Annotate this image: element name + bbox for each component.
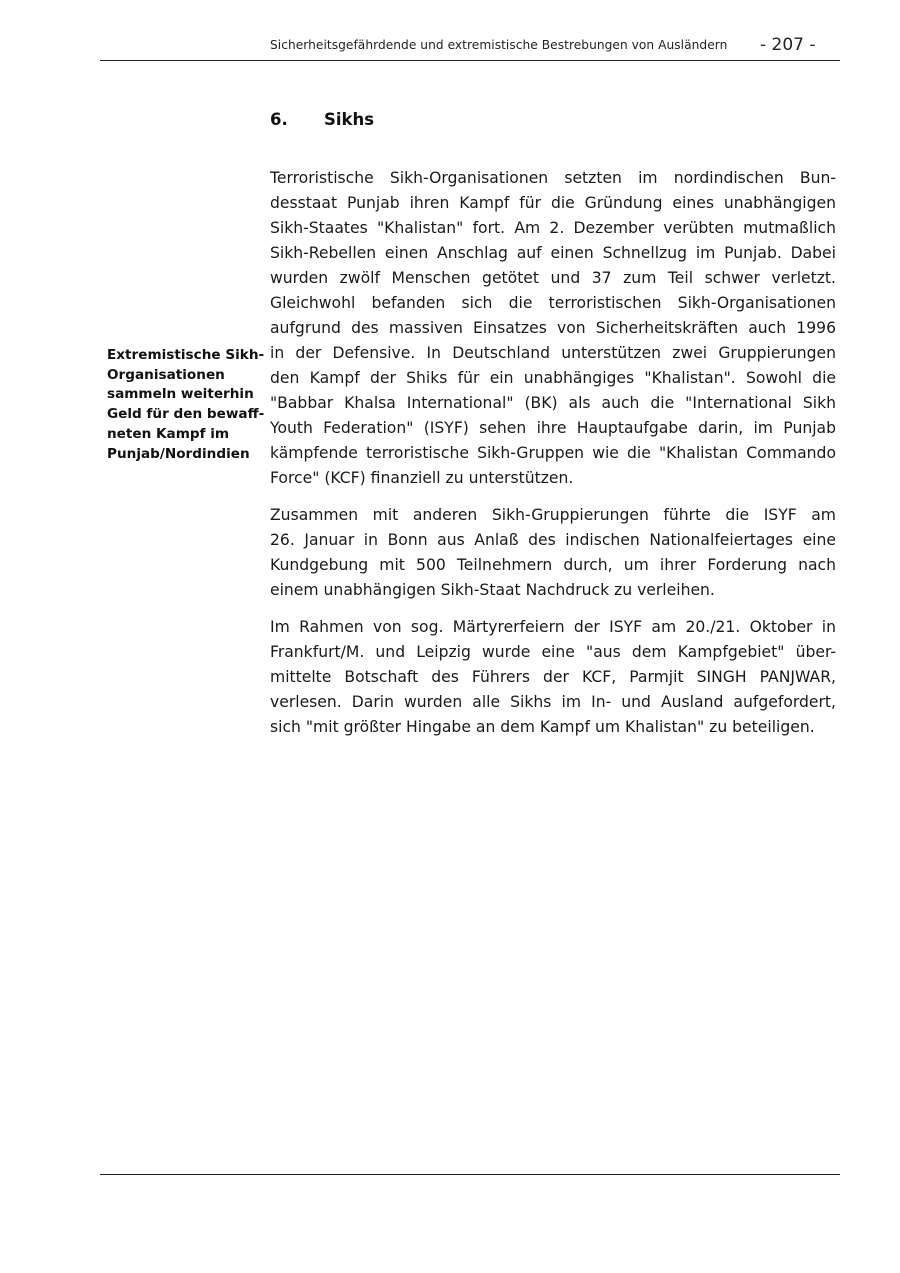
text-line: Terroristische Sikh-Organisationen setzten im nordindischen Bun- — [270, 169, 836, 187]
text-line: aufgrund des massiven Einsatzes von Sicherheitskräften auch 1996 — [270, 319, 836, 337]
text-line: verlesen. Darin wurden alle Sikhs im In- und Ausland aufgefordert, — [270, 693, 836, 711]
text-line: in der Defensive. In Deutschland unterstützen zwei Gruppierungen — [270, 344, 836, 362]
text-line: Im Rahmen von sog. Märtyrerfeiern der ISYF am 20./21. Oktober in — [270, 618, 836, 636]
text-line: Zusammen mit anderen Sikh-Gruppierungen führte die ISYF am — [270, 506, 836, 524]
page-number: - 207 - — [760, 35, 816, 55]
text-line: "Babbar Khalsa International" (BK) als auch die "International Sikh — [270, 394, 836, 412]
paragraph-2 — [270, 503, 836, 603]
margin-note-line: Extremistische Sikh- — [107, 347, 265, 363]
text-line: desstaat Punjab ihren Kampf für die Gründung eines unabhängigen — [270, 194, 836, 212]
section-title: Sikhs — [324, 110, 375, 129]
body-text — [270, 166, 836, 752]
text-line: 26. Januar in Bonn aus Anlaß des indischen Nationalfeiertages eine — [270, 531, 836, 549]
text-line: einem unabhängigen Sikh-Staat Nachdruck zu verleihen. — [270, 581, 715, 599]
margin-note-line: neten Kampf im — [107, 425, 230, 442]
margin-note-line: Geld für den bewaff- — [107, 406, 265, 423]
section-number: 6. — [270, 110, 288, 129]
text-line: Force" (KCF) finanziell zu unterstützen. — [270, 469, 574, 487]
text-line: Kundgebung mit 500 Teilnehmern durch, um ihrer Forderung nach — [270, 556, 836, 574]
footer-rule — [100, 1174, 840, 1175]
paragraph-3 — [270, 615, 836, 740]
margin-note-line: sammeln weiterhin — [107, 386, 254, 403]
text-line: kämpfende terroristische Sikh-Gruppen wie die "Khalistan Commando — [270, 444, 836, 462]
text-line: Sikh-Rebellen einen Anschlag auf einen Schnellzug im Punjab. Dabei — [270, 244, 836, 262]
text-line: Gleichwohl befanden sich die terroristischen Sikh-Organisationen — [270, 294, 836, 312]
header-rule — [100, 60, 840, 61]
text-line: mittelte Botschaft des Führers der KCF, Parmjit SINGH PANJWAR, — [270, 668, 836, 686]
paragraph-1 — [270, 166, 836, 491]
text-line: Sikh-Staates "Khalistan" fort. Am 2. Dezember verübten mutmaßlich — [270, 219, 836, 237]
text-line: den Kampf der Shiks für ein unabhängiges "Khalistan". Sowohl die — [270, 369, 836, 387]
section-heading — [270, 110, 374, 129]
margin-note-line: Punjab/Nordindien — [107, 445, 250, 462]
margin-note-line: Organisationen — [107, 366, 225, 383]
text-line: sich "mit größter Hingabe an dem Kampf um Khalistan" zu beteiligen. — [270, 718, 815, 736]
margin-note — [107, 346, 267, 464]
header-title: Sicherheitsgefährdende und extremistische Bestrebungen von Ausländern — [270, 38, 728, 52]
text-line: wurden zwölf Menschen getötet und 37 zum Teil schwer verletzt. — [270, 269, 836, 287]
text-line: Youth Federation" (ISYF) sehen ihre Hauptaufgabe darin, im Punjab — [270, 419, 836, 437]
text-line: Frankfurt/M. und Leipzig wurde eine "aus dem Kampfgebiet" über- — [270, 643, 836, 661]
